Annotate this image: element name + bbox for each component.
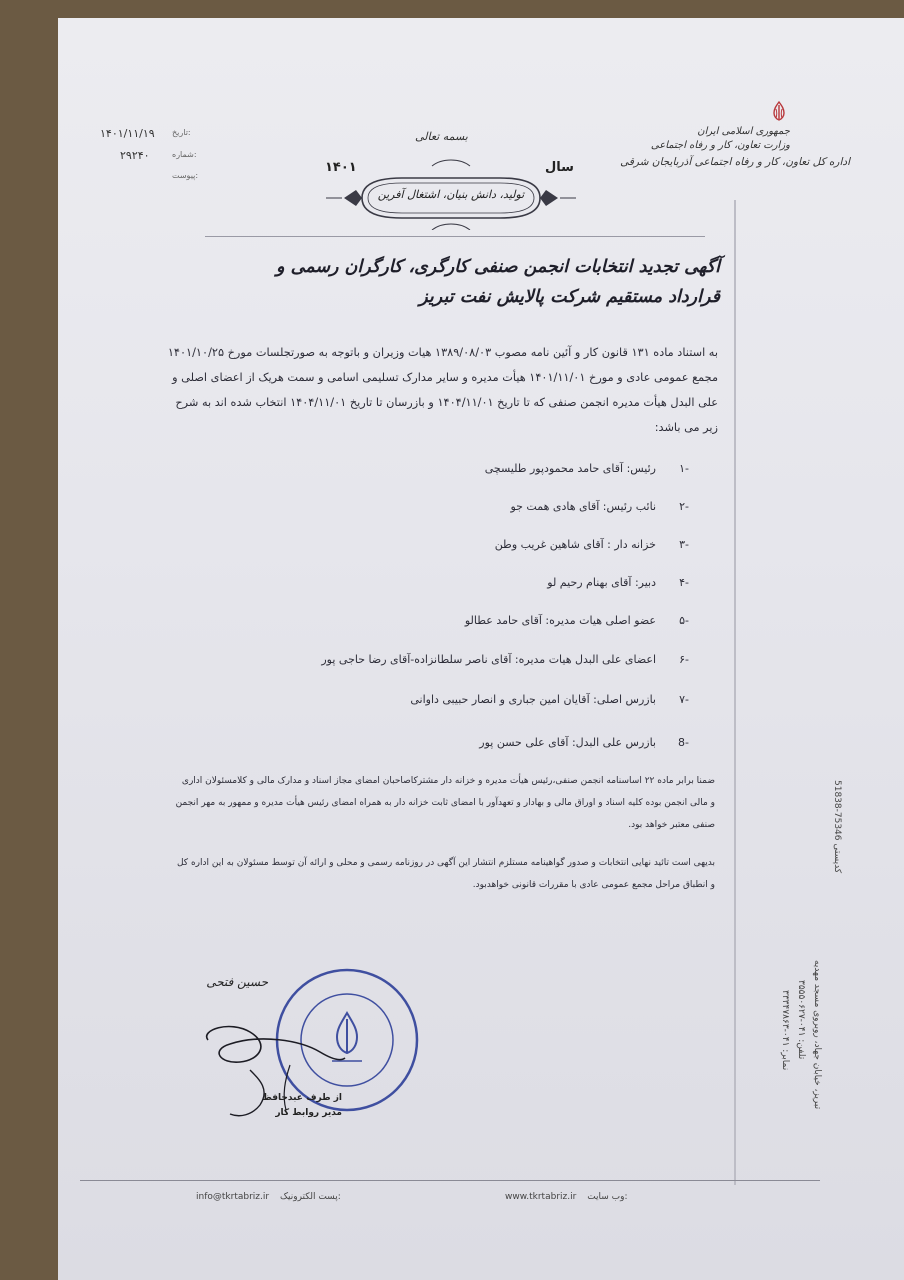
- footer-web-value[interactable]: www.tkrtabriz.ir: [505, 1192, 577, 1202]
- note2-line-2: و انطباق مراحل مجمع عمومی عادی با مقررات قانونی خواهدبود.: [472, 880, 715, 890]
- footer-email-value[interactable]: info@tkrtabriz.ir: [196, 1192, 270, 1202]
- side-fax: نمابر: ۰۴۱-۳۳۳۴۷۸۶۳: [780, 990, 790, 1071]
- list-item: -۲ نائب رئیس: آقای هادی همت جو: [510, 500, 689, 513]
- intro-paragraph: [118, 340, 718, 440]
- note1-line-1: ضمنا برابر ماده ۲۲ اساسنامه انجمن صنفی،رئیس هیأت مدیره و خزانه دار مشترکاصاحبان امضای مجاز اسناد و مدارک مالی و کلامسئولان اداری: [181, 776, 715, 786]
- date-value: ۱۴۰۱/۱۱/۱۹: [100, 127, 155, 140]
- number-label: شماره:: [172, 150, 197, 159]
- year-number: ۱۴۰۱: [325, 160, 357, 175]
- signatory-behalf: از طرف عبدحافظ: [262, 1093, 342, 1103]
- intro-line-3: علی البدل هیأت مدیره انجمن صنفی که تا تاریخ ۱۴۰۴/۱۱/۰۱ و بازرسان تا تاریخ ۱۴۰۴/۱۱/۰۱ انتخاب شده اند به شرح: [175, 396, 718, 409]
- list-item: -۱ رئیس: آقای حامد محمودپور طلیسچی: [484, 462, 689, 475]
- attachment-label: پیوست:: [172, 171, 199, 180]
- footer-web: [505, 1192, 628, 1202]
- footer-web-label: وب سایت:: [587, 1192, 628, 1202]
- list-item: -8 بازرس علی البدل: آقای علی حسن پور: [479, 736, 689, 749]
- list-item: -۶ اعضای علی البدل هیات مدیره: آقای ناصر سلطانزاده-آقای رضا حاجی پور: [321, 653, 689, 666]
- side-address: تبریز، خیابان جهاد، روبروی مسجد مهدیه: [812, 960, 822, 1110]
- postal-code: 51838-75346 کدپستی: [832, 780, 842, 874]
- iran-emblem-icon: [768, 100, 790, 122]
- side-phone: تلفن: ۰۴۱-۳۵۵۵۰۶۲۷: [796, 980, 806, 1060]
- note1-line-2: و مالی انجمن بوده کلیه اسناد و اوراق مالی و بهادار و تعهدآور با امضای ثابت خزانه دار به همراه امضای رئیس هیأت مدیره و ممهور به مهر انجمن: [175, 798, 715, 808]
- list-item: -۷ بازرس اصلی: آقایان امین جباری و انصار حبیبی داوانی: [410, 693, 689, 706]
- signatory-role: مدیر روابط کار: [275, 1108, 342, 1118]
- intro-line-1: به استناد ماده ۱۳۱ قانون کار و آئین نامه مصوب ۱۳۸۹/۰۸/۰۳ هیات وزیران و باتوجه به صورتجلسات مورخ ۱۴۰۱/۱۰/۲۵: [167, 346, 718, 359]
- list-item: -۳ خزانه دار : آقای شاهین غریب وطن: [494, 538, 689, 551]
- number-value: ۲۹۲۴۰: [120, 149, 150, 162]
- signatory-name: حسین فتحی: [206, 975, 268, 989]
- year-slogan: تولید، دانش بنیان، اشتغال آفرین: [377, 188, 525, 201]
- intro-line-2: مجمع عمومی عادی و مورخ ۱۴۰۱/۱۱/۰۱ هیأت مدیره و سایر مدارک تسلیمی اسامی و سمت هریک از اعضای اصلی و: [172, 371, 718, 384]
- footer-email: [196, 1192, 341, 1202]
- note2-line-1: بدیهی است تائید نهایی انتخابات و صدور گواهینامه مستلزم انتشار این آگهی در روزنامه رسمی و محلی و ارائه آن توسط مسئولان به این اداره کل: [176, 858, 715, 868]
- publication-note: [95, 852, 715, 896]
- org-line-1: جمهوری اسلامی ایران: [697, 126, 790, 137]
- footer-email-label: پست الکترونیک:: [279, 1192, 341, 1202]
- date-label: تاریخ:: [172, 128, 191, 137]
- page-title: آگهی تجدید انتخابات انجمن صنفی کارگری، کارگران رسمی و قرارداد مستقیم شرکت پالایش نفت تبریز: [276, 257, 720, 307]
- org-line-2: وزارت تعاون، کار و رفاه اجتماعی: [650, 140, 790, 151]
- margin-line: [734, 200, 736, 1185]
- signatory-note: [95, 770, 715, 836]
- year-word: سال: [545, 160, 574, 175]
- list-item: -۵ عضو اصلی هیات مدیره: آقای حامد عطالو: [464, 614, 689, 627]
- list-item: -۴ دبیر: آقای بهنام رحیم لو: [547, 576, 689, 589]
- org-line-3: اداره کل تعاون، کار و رفاه اجتماعی آذربایجان شرقی: [620, 156, 850, 168]
- footer-divider: [80, 1180, 820, 1181]
- basmala: بسمه تعالی: [415, 130, 468, 143]
- intro-line-4: زیر می باشد:: [654, 421, 718, 434]
- note1-line-3: صنفی معتبر خواهد بود.: [628, 820, 715, 830]
- header-divider: [205, 236, 705, 237]
